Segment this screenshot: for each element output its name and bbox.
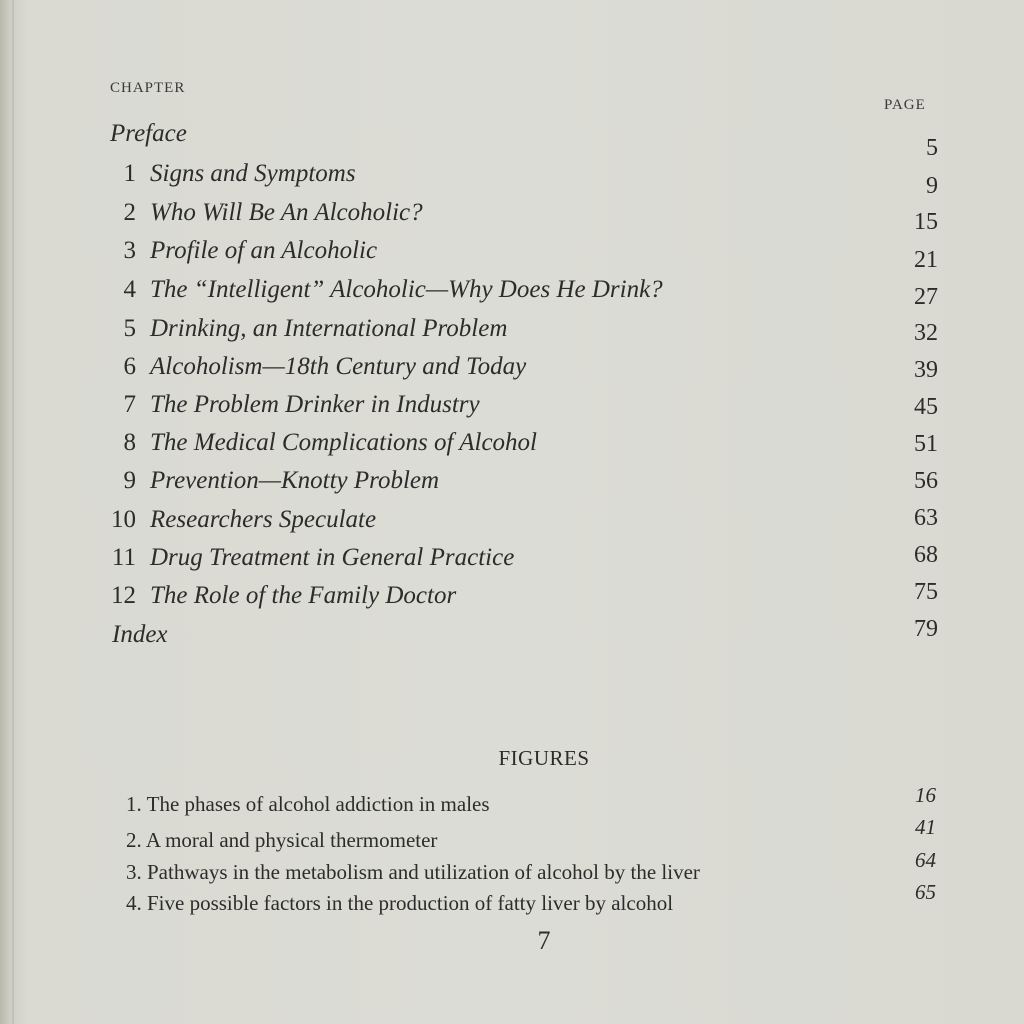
- toc-page-number: 45: [914, 394, 938, 420]
- figure-caption: 1. The phases of alcohol addiction in males: [126, 792, 490, 816]
- toc-title: Drinking, an International Problem: [150, 315, 508, 342]
- toc-chapter-number: 8: [123, 429, 136, 456]
- toc-page-number: 51: [914, 431, 938, 457]
- toc-title: The Medical Complications of Alcohol: [150, 429, 537, 456]
- toc-title: The “Intelligent” Alcoholic—Why Does He Drink?: [150, 276, 663, 303]
- toc-title: Signs and Symptoms: [150, 160, 356, 187]
- toc-title: Drug Treatment in General Practice: [150, 544, 515, 571]
- figures-heading: FIGURES: [498, 746, 590, 770]
- toc-chapter-number: 10: [111, 506, 136, 533]
- toc-title: Prevention—Knotty Problem: [150, 467, 440, 494]
- toc-chapter-number: 6: [123, 353, 136, 380]
- toc-page-number: 21: [914, 247, 938, 273]
- figure-page-number: 64: [915, 848, 936, 872]
- page-folio-number: 7: [537, 926, 551, 955]
- figure-page-number: 16: [915, 783, 936, 807]
- toc-chapter-number: 4: [123, 276, 136, 303]
- toc-title: Researchers Speculate: [150, 506, 377, 533]
- toc-chapter-number: 9: [123, 467, 136, 494]
- toc-title: Profile of an Alcoholic: [150, 237, 378, 264]
- figure-caption: 3. Pathways in the metabolism and utilization of alcohol by the liver: [126, 860, 700, 884]
- toc-page-number: 39: [914, 357, 938, 383]
- figure-page-number: 41: [915, 815, 936, 839]
- toc-title: The Problem Drinker in Industry: [150, 391, 480, 418]
- figure-caption: 4. Five possible factors in the production of fatty liver by alcohol: [126, 891, 674, 915]
- toc-title: Alcoholism—18th Century and Today: [150, 353, 527, 380]
- toc-chapter-number: 2: [123, 199, 136, 226]
- chapter-column-header: CHAPTER: [110, 80, 186, 96]
- toc-chapter-number: 5: [123, 315, 136, 342]
- toc-page-number: 63: [914, 505, 938, 531]
- toc-page-number: 79: [914, 616, 938, 642]
- toc-chapter-number: 1: [123, 160, 136, 187]
- toc-page-number: 15: [914, 209, 938, 235]
- toc-chapter-number: 7: [123, 391, 136, 418]
- page-column-header: PAGE: [884, 97, 926, 113]
- toc-chapter-number: 11: [111, 544, 136, 571]
- figure-page-number: 65: [915, 880, 936, 904]
- toc-page-number: 27: [914, 284, 938, 310]
- toc-page-number: 5: [926, 135, 938, 161]
- page-gutter: [12, 0, 14, 1024]
- toc-title: Index: [112, 621, 168, 648]
- toc-chapter-number: 12: [111, 582, 136, 609]
- toc-page-number: 75: [914, 579, 938, 605]
- toc-title: Who Will Be An Alcoholic?: [150, 199, 423, 226]
- toc-chapter-number: 3: [123, 237, 136, 264]
- toc-page-number: 9: [926, 173, 938, 199]
- toc-title: The Role of the Family Doctor: [150, 582, 457, 609]
- figure-caption: 2. A moral and physical thermometer: [126, 828, 438, 852]
- toc-page-number: 32: [914, 320, 938, 346]
- toc-page-number: 68: [914, 542, 938, 568]
- toc-page-number: 56: [914, 468, 938, 494]
- toc-title: Preface: [110, 120, 187, 147]
